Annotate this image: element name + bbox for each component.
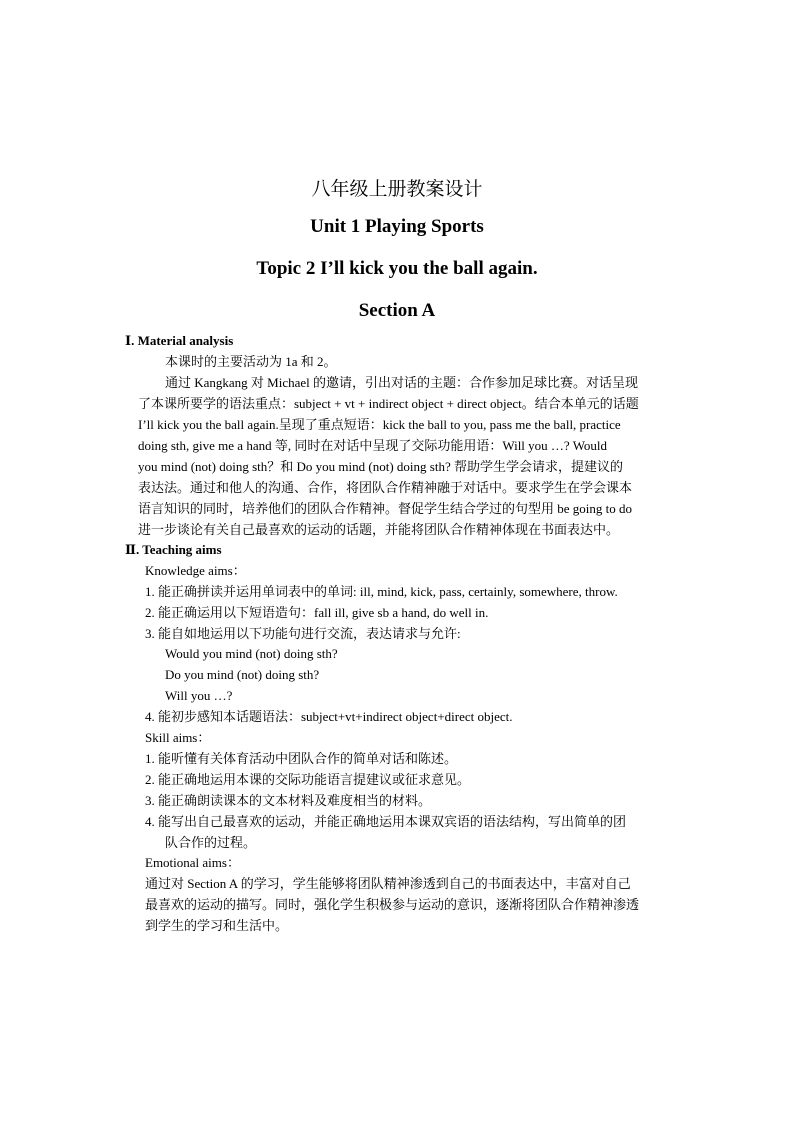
material-line: 通过 Kangkang 对 Michael 的邀请，引出对话的主题：合作参加足球比赛。对话呈现 bbox=[165, 375, 639, 390]
knowledge-item: 1. 能正确拼读并运用单词表中的单词: ill, mind, kick, pass, certainly, somewhere, throw. bbox=[145, 584, 618, 599]
material-line: I’ll kick you the ball again.呈现了重点短语：kick the ball to you, pass me the ball, practice bbox=[138, 417, 621, 432]
emotional-line: 通过对 Section A 的学习，学生能够将团队精神渗透到自己的书面表达中，丰富对自己 bbox=[145, 876, 631, 891]
material-line: you mind (not) doing sth？和 Do you mind (not) doing sth? 帮助学生学会请求，提建议的 bbox=[138, 459, 623, 474]
topic-title: Topic 2 I’ll kick you the ball again. bbox=[256, 258, 538, 279]
skill-item: 1. 能听懂有关体育活动中团队合作的简单对话和陈述。 bbox=[145, 751, 458, 766]
knowledge-item: 2. 能正确运用以下短语造句：fall ill, give sb a hand, do well in. bbox=[145, 605, 489, 620]
knowledge-sentence: Would you mind (not) doing sth? bbox=[165, 646, 338, 661]
teaching-heading: Ⅱ. Teaching aims bbox=[125, 542, 222, 557]
material-line: doing sth, give me a hand 等, 同时在对话中呈现了交际功能用语：Will you …? Would bbox=[138, 438, 608, 453]
skill-item-continued: 队合作的过程。 bbox=[165, 835, 257, 850]
skill-item: 3. 能正确朗读课本的文本材料及难度相当的材料。 bbox=[145, 793, 432, 808]
knowledge-label: Knowledge aims： bbox=[145, 563, 246, 578]
material-line: 了本课所要学的语法重点：subject + vt + indirect object + direct object。结合本单元的话题 bbox=[138, 396, 639, 411]
page-title: 八年级上册教案设计 bbox=[311, 179, 483, 200]
emotional-line: 到学生的学习和生活中。 bbox=[145, 918, 289, 933]
skill-item: 4. 能写出自己最喜欢的运动，并能正确地运用本课双宾语的语法结构，写出简单的团 bbox=[145, 814, 627, 829]
material-line: 进一步谈论有关自己最喜欢的运动的话题，并能将团队合作精神体现在书面表达中。 bbox=[138, 522, 620, 537]
emotional-label: Emotional aims： bbox=[145, 855, 240, 870]
knowledge-sentence: Do you mind (not) doing sth? bbox=[165, 667, 320, 682]
material-heading: Ⅰ. Material analysis bbox=[125, 333, 234, 348]
emotional-line: 最喜欢的运动的描写。同时，强化学生积极参与运动的意识，逐渐将团队合作精神渗透 bbox=[145, 897, 640, 912]
skill-item: 2. 能正确地运用本课的交际功能语言提建议或征求意见。 bbox=[145, 772, 471, 787]
unit-title: Unit 1 Playing Sports bbox=[310, 216, 484, 237]
knowledge-sentence: Will you …? bbox=[165, 688, 233, 703]
knowledge-item: 3. 能自如地运用以下功能句进行交流，表达请求与允许: bbox=[145, 626, 461, 641]
material-line: 本课时的主要活动为 1a 和 2。 bbox=[165, 354, 337, 369]
section-title: Section A bbox=[358, 300, 436, 321]
material-line: 语言知识的同时，培养他们的团队合作精神。督促学生结合学过的句型用 be going to do bbox=[138, 501, 632, 516]
material-line: 表达法。通过和他人的沟通、合作，将团队合作精神融于对话中。要求学生在学会课本 bbox=[138, 480, 633, 495]
skill-label: Skill aims： bbox=[145, 730, 211, 745]
knowledge-item: 4. 能初步感知本话题语法：subject+vt+indirect object+direct object. bbox=[145, 709, 513, 724]
